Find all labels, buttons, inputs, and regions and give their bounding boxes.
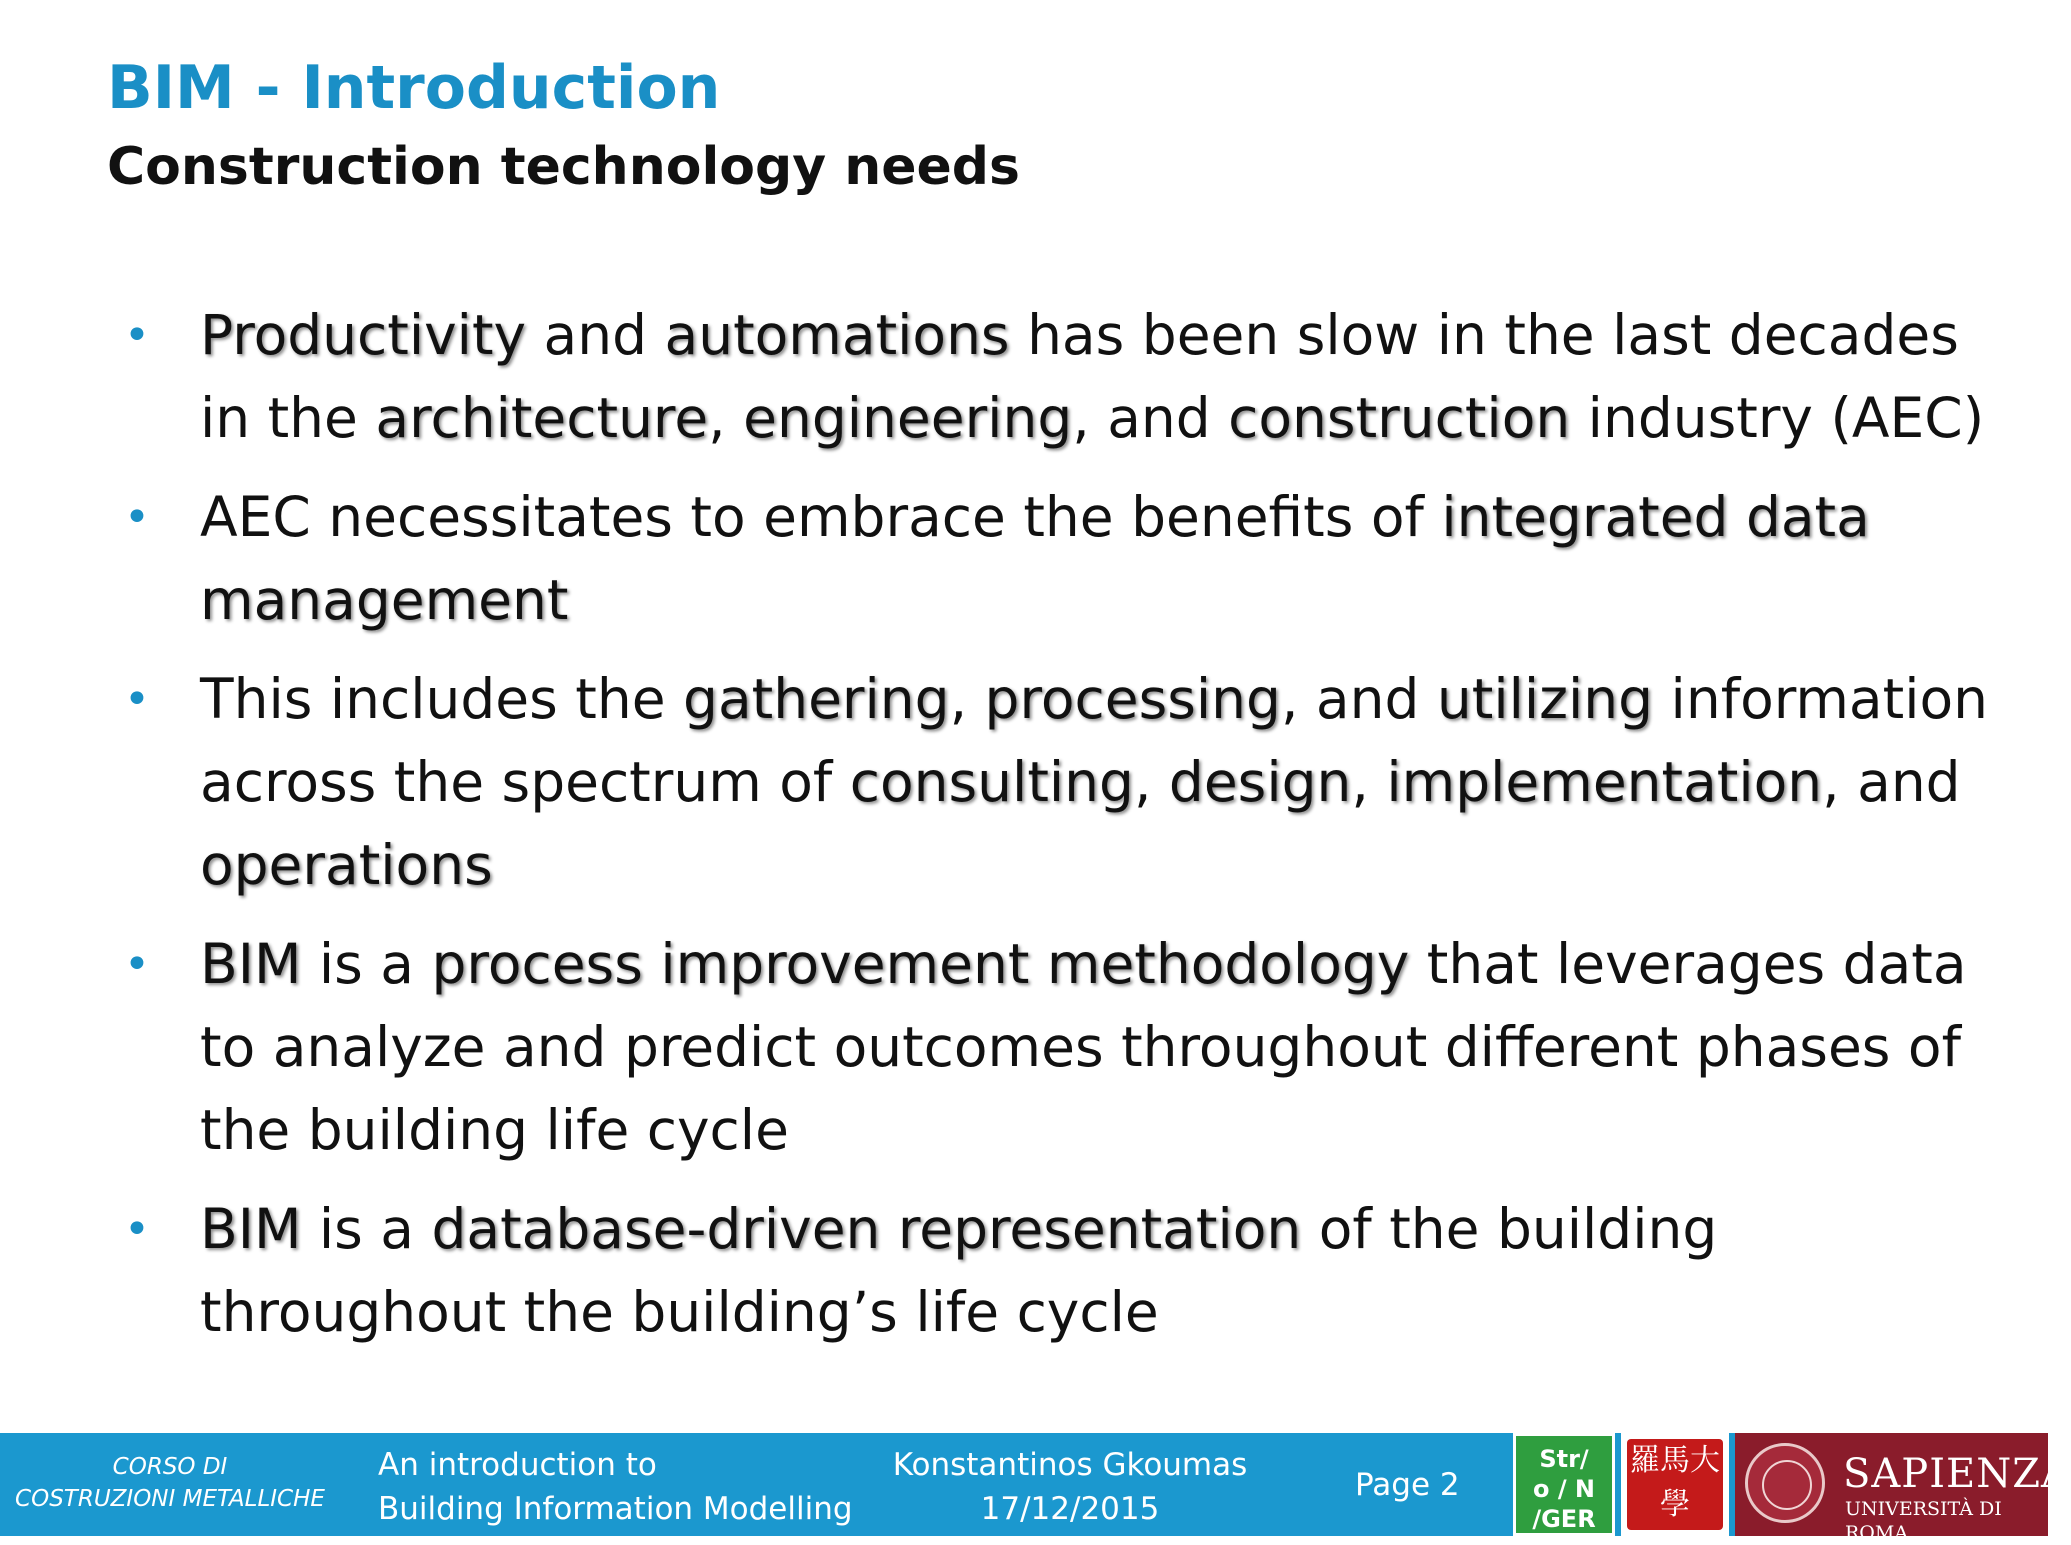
emphasized-term: construction xyxy=(1228,386,1571,450)
footer-author: Konstantinos Gkoumas xyxy=(892,1447,1248,1483)
footer-page-number: Page 2 xyxy=(1355,1467,1460,1503)
emphasized-term: operations xyxy=(200,833,493,897)
footer-topic xyxy=(378,1443,853,1531)
bullet-text: information xyxy=(1653,667,1988,731)
emphasized-term: design xyxy=(1168,750,1352,814)
emphasized-term: engineering xyxy=(743,386,1073,450)
bullet-item xyxy=(120,1188,2020,1354)
emphasized-term: processing xyxy=(984,667,1281,731)
seal-stamp-icon: 羅馬大學 xyxy=(1627,1439,1723,1530)
topic-line-2: Building Information Modelling xyxy=(378,1491,853,1527)
emphasized-term: BIM xyxy=(200,1197,302,1261)
emphasized-term: consulting xyxy=(849,750,1134,814)
course-line-2: COSTRUZIONI METALLICHE xyxy=(15,1486,325,1512)
bullet-dot-icon: • xyxy=(124,939,150,990)
bullet-text: industry (AEC) xyxy=(1570,386,1985,450)
bullet-dot-icon: • xyxy=(124,674,150,725)
bullet-dot-icon: • xyxy=(124,1204,150,1255)
bullet-text: that leverages data xyxy=(1409,932,1967,996)
emphasized-term: management xyxy=(200,568,569,632)
emphasized-term: integrated data xyxy=(1441,485,1870,549)
bullet-text: , xyxy=(1351,750,1387,814)
strongr-logo xyxy=(1513,1433,1615,1536)
bullet-line xyxy=(200,1006,2020,1089)
university-seal-icon xyxy=(1745,1443,1825,1523)
bullet-text: , xyxy=(949,667,985,731)
bullet-line xyxy=(200,923,2020,1006)
emphasized-term: database-driven representation xyxy=(431,1197,1302,1261)
emphasized-term: process improvement methodology xyxy=(431,932,1410,996)
bullet-text: This includes the xyxy=(200,667,684,731)
bullet-text: in the xyxy=(200,386,376,450)
bullet-line xyxy=(200,1089,2020,1172)
bullet-text: has been slow in the last decades xyxy=(1009,303,1959,367)
bullet-text: to analyze and predict outcomes throughout different phases of xyxy=(200,1015,1961,1079)
bullet-line xyxy=(200,559,2020,642)
emphasized-term: BIM xyxy=(200,932,302,996)
strongr-logo-line-2: o / N xyxy=(1532,1475,1596,1503)
strongr-logo-line-3: /GER xyxy=(1532,1505,1596,1533)
university-subtitle: UNIVERSITÀ DI ROMA xyxy=(1845,1498,2002,1544)
bullet-text: , xyxy=(708,386,744,450)
footer-author-block xyxy=(880,1443,1260,1531)
emphasized-term: Productivity xyxy=(200,303,527,367)
bullet-dot-icon: • xyxy=(124,310,150,361)
bullet-line xyxy=(200,1271,2020,1354)
emphasized-term: utilizing xyxy=(1436,667,1654,731)
chinese-seal-logo xyxy=(1621,1433,1729,1536)
bullet-line xyxy=(200,377,2020,460)
footer-course xyxy=(0,1451,340,1515)
university-name: SAPIENZA xyxy=(1843,1451,2071,1497)
bullet-item xyxy=(120,658,2020,907)
bullet-text: the building life cycle xyxy=(200,1098,789,1162)
bullet-list xyxy=(120,294,2020,1370)
bullet-item xyxy=(120,294,2020,460)
bullet-line xyxy=(200,741,2020,824)
bullet-line xyxy=(200,294,2020,377)
bullet-line xyxy=(200,476,2020,559)
topic-line-1: An introduction to xyxy=(378,1447,657,1483)
emphasized-term: implementation xyxy=(1386,750,1823,814)
bullet-text: , and xyxy=(1822,750,1961,814)
slide-subtitle: Construction technology needs xyxy=(107,137,1020,197)
bullet-text: , xyxy=(1133,750,1169,814)
bullet-text: , and xyxy=(1072,386,1229,450)
bullet-text: is a xyxy=(301,1197,432,1261)
sapienza-logo xyxy=(1735,1433,2071,1544)
bullet-text: AEC necessitates to embrace the benefits of xyxy=(200,485,1442,549)
bullet-line xyxy=(200,1188,2020,1271)
bullet-line xyxy=(200,824,2020,907)
footer-date: 17/12/2015 xyxy=(980,1491,1160,1527)
bullet-dot-icon: • xyxy=(124,492,150,543)
slide-title: BIM - Introduction xyxy=(107,53,721,123)
emphasized-term: gathering xyxy=(683,667,950,731)
strongr-logo-line-1: Str/ xyxy=(1539,1445,1589,1473)
bullet-text: and xyxy=(526,303,665,367)
bullet-text: of the building xyxy=(1301,1197,1718,1261)
bullet-text: , and xyxy=(1280,667,1437,731)
seal-inner-ring xyxy=(1762,1460,1812,1510)
bullet-item xyxy=(120,923,2020,1172)
bullet-item xyxy=(120,476,2020,642)
course-line-1: CORSO DI xyxy=(112,1454,228,1480)
emphasized-term: architecture xyxy=(375,386,709,450)
bullet-text: across the spectrum of xyxy=(200,750,850,814)
bullet-text: throughout the building’s life cycle xyxy=(200,1280,1159,1344)
bullet-line xyxy=(200,658,2020,741)
bullet-text: is a xyxy=(301,932,432,996)
emphasized-term: automations xyxy=(664,303,1010,367)
